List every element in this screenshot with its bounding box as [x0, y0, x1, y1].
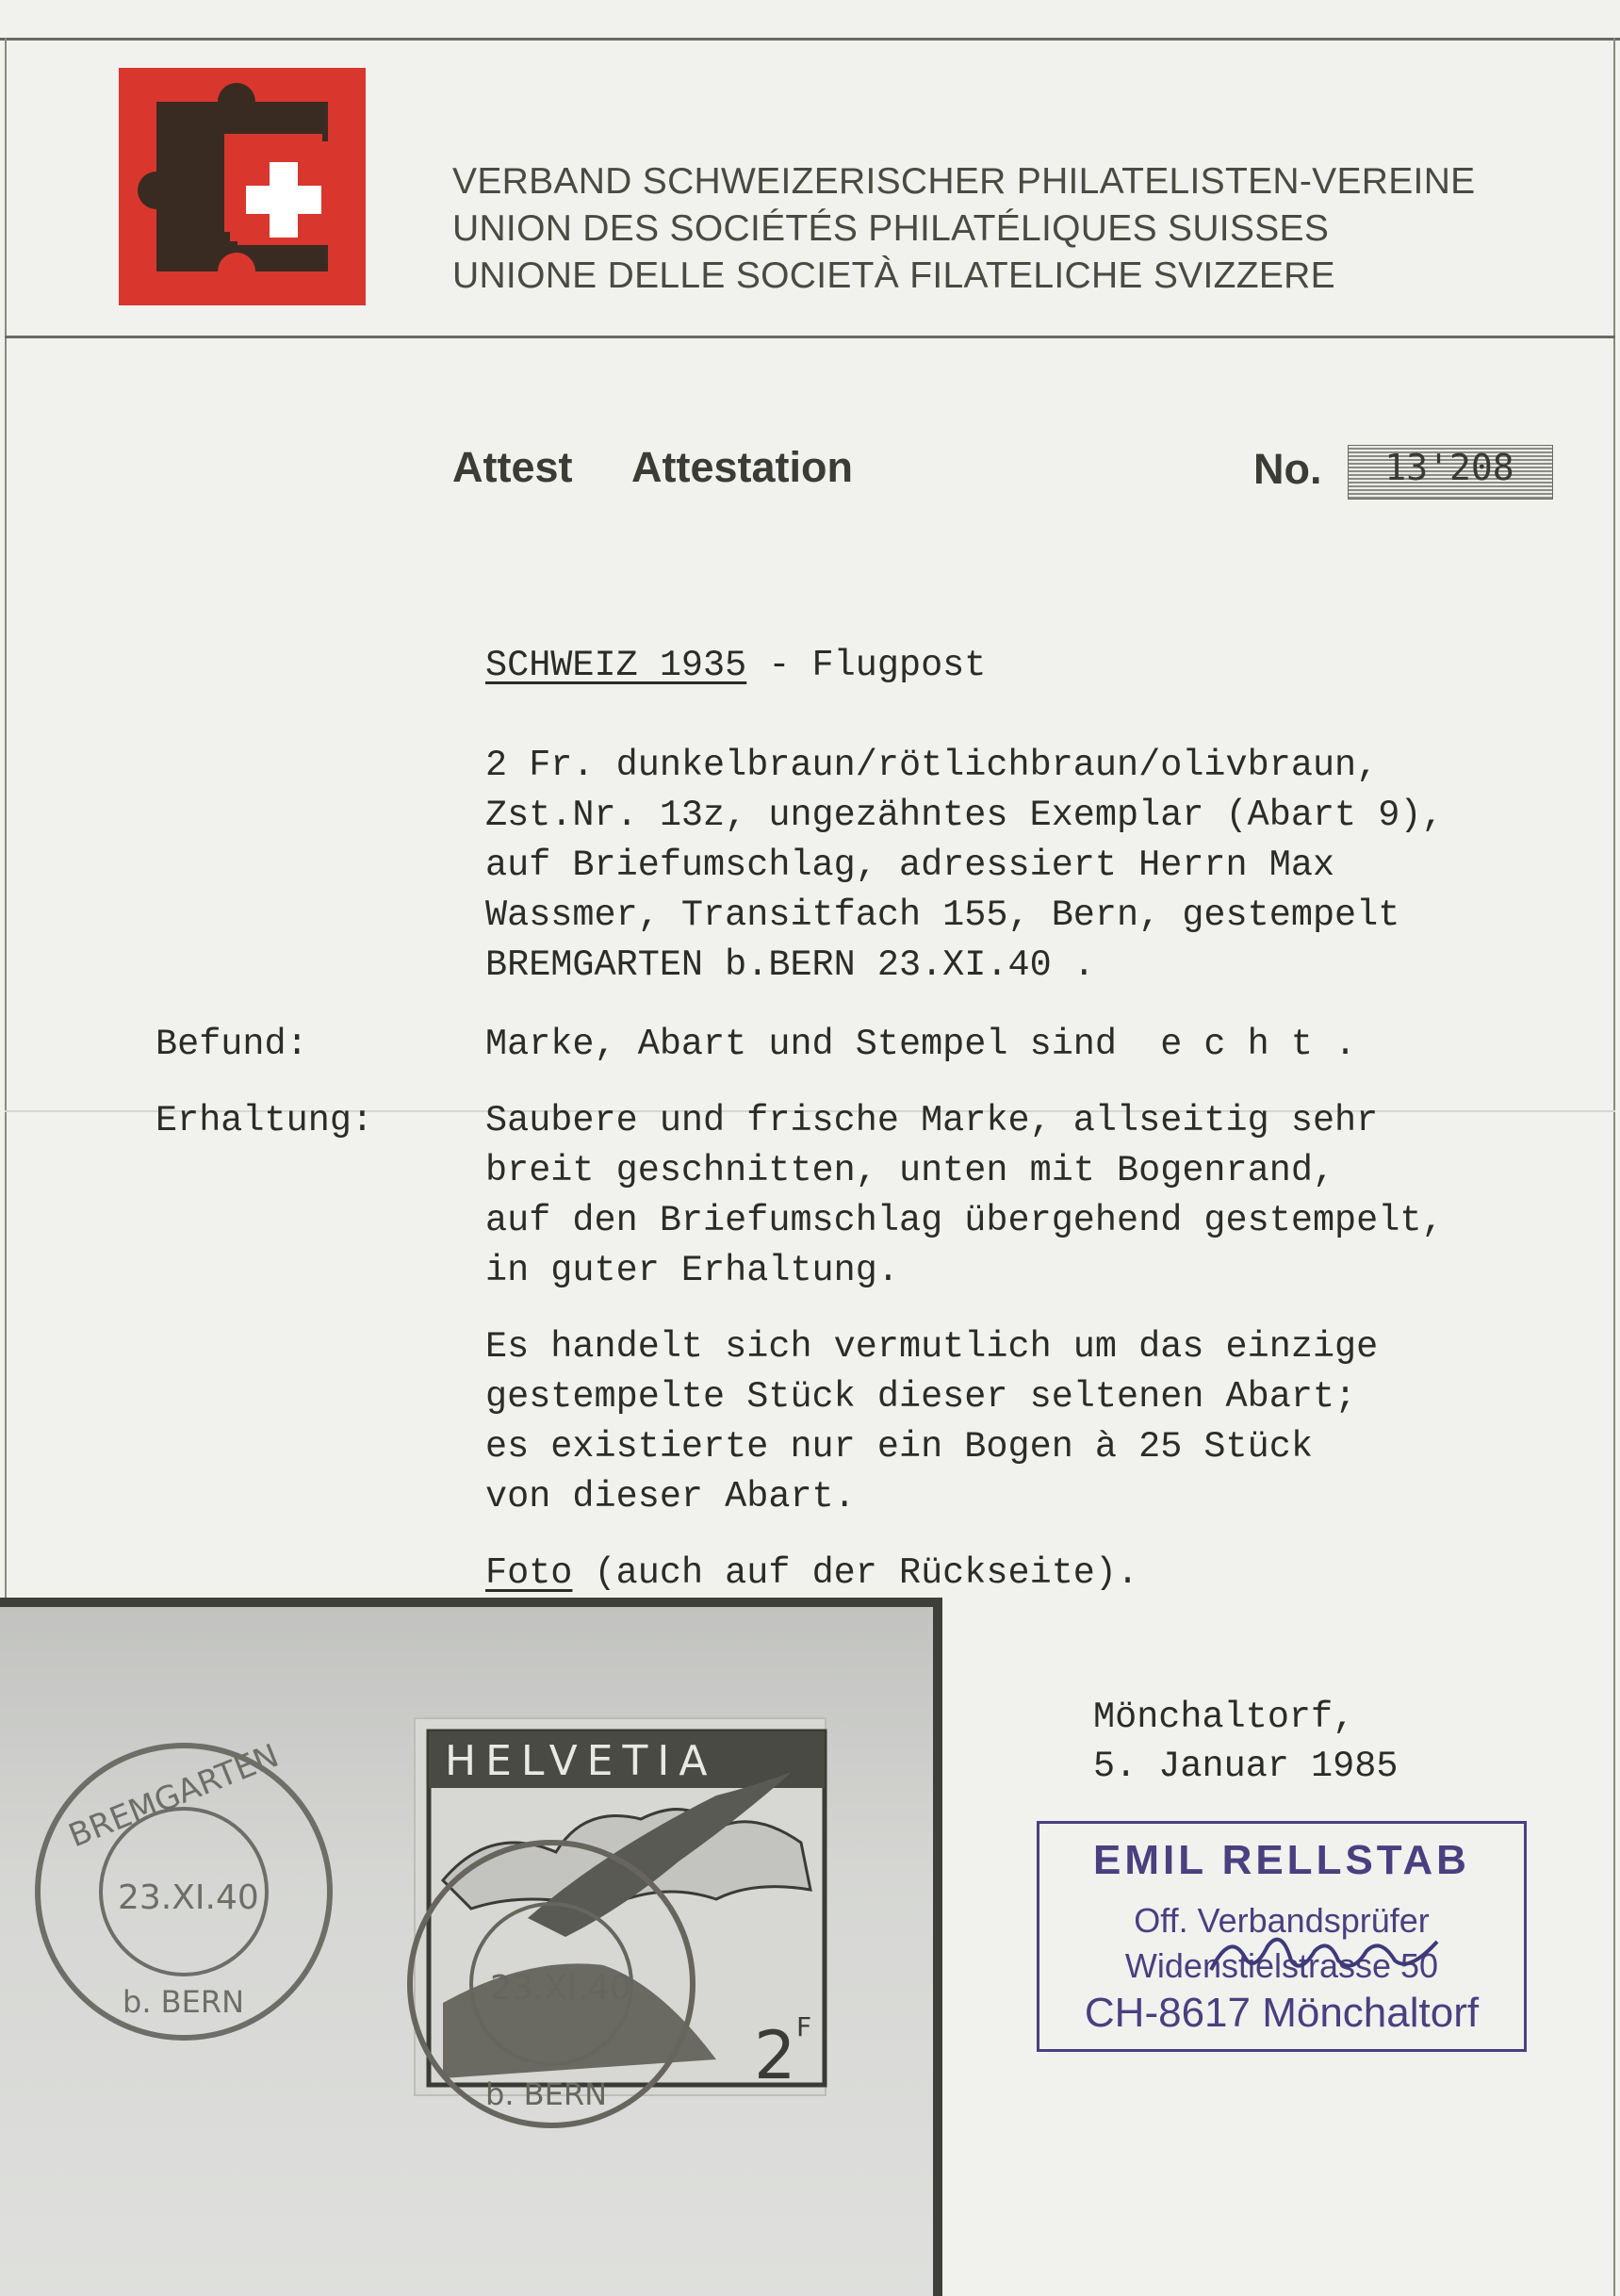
title-attestation: Attestation: [631, 443, 853, 491]
note-line: von dieser Abart.: [485, 1476, 856, 1517]
foto-line: [485, 1549, 1138, 1599]
postmark-right-region: b. BERN: [485, 2076, 607, 2112]
erhaltung-line: breit geschnitten, unten mit Bogenrand,: [485, 1150, 1335, 1191]
postmark-left-region: b. BERN: [123, 1984, 244, 2020]
description-line: 2 Fr. dunkelbraun/rötlichbraun/olivbraun,: [485, 745, 1379, 786]
swiss-cross-stamp-logo-icon: [119, 68, 366, 305]
expert-title: Off. Verbandsprüfer: [1134, 1901, 1430, 1940]
header-divider: [5, 336, 1615, 338]
befund-label: Befund:: [155, 1024, 308, 1065]
erhaltung-line: Saubere und frische Marke, allseitig sehr: [485, 1100, 1379, 1141]
postmark-left: [38, 1737, 330, 2038]
note-line: Es handelt sich vermutlich um das einzige: [485, 1326, 1379, 1368]
stamp-value-unit: F: [796, 2011, 812, 2042]
befund-text: Marke, Abart und Stempel sind e c h t .: [485, 1024, 1357, 1065]
expert-street: Widenstielstrasse 50: [1124, 1946, 1439, 1985]
certificate-number: 13'208: [1384, 447, 1514, 488]
envelope-photo-graphic: [0, 1607, 933, 2296]
description-line: Zst.Nr. 13z, ungezähntes Exemplar (Abart 9),: [485, 795, 1444, 836]
certificate-number-label: No.: [1253, 445, 1322, 493]
expert-city: CH-8617 Mönchaltorf: [1084, 1990, 1480, 2036]
description-line: Wassmer, Transitfach 155, Bern, gestempelt: [485, 894, 1400, 936]
postmark-left-town: BREMGARTEN: [63, 1736, 285, 1856]
title-attest: Attest: [452, 443, 573, 491]
organization-names: [452, 158, 1475, 300]
subject-heading-rest: - Flugpost: [746, 645, 987, 686]
subject-heading-underlined: SCHWEIZ 1935: [485, 645, 747, 686]
logo-graphic: [119, 68, 366, 305]
description-line: BREMGARTEN b.BERN 23.XI.40 .: [485, 944, 1095, 986]
org-name-french: UNION DES SOCIÉTÉS PHILATÉLIQUES SUISSES: [452, 208, 1330, 249]
postmark-left-date: 23.XI.40: [118, 1878, 259, 1917]
top-border-line: [0, 38, 1620, 41]
right-border-line: [1613, 38, 1615, 2296]
postmark-right-date: 23.XI.40: [490, 1969, 631, 2008]
stamp-value: 2: [754, 2017, 796, 2094]
org-name-italian: UNIONE DELLE SOCIETÀ FILATELICHE SVIZZERE: [452, 255, 1335, 296]
stamp-country-text: HELVETIA: [445, 1737, 717, 1785]
expert-name: EMIL RELLSTAB: [1093, 1837, 1470, 1883]
envelope-photo: [0, 1598, 942, 2296]
erhaltung-label: Erhaltung:: [155, 1100, 374, 1141]
foto-underlined: Foto: [485, 1552, 573, 1594]
description-line: auf Briefumschlag, adressiert Herrn Max: [485, 845, 1335, 886]
org-name-german: VERBAND SCHWEIZERISCHER PHILATELISTEN-VEREINE: [452, 161, 1476, 202]
subject-heading: [485, 641, 986, 691]
foto-rest: (auch auf der Rückseite).: [572, 1552, 1139, 1594]
note-line: gestempelte Stück dieser seltenen Abart;: [485, 1376, 1357, 1418]
signoff-date: 5. Januar 1985: [1093, 1746, 1399, 1787]
erhaltung-line: auf den Briefumschlag übergehend gestempelt,: [485, 1200, 1444, 1241]
signoff-place: Mönchaltorf,: [1093, 1697, 1355, 1738]
erhaltung-line: in guter Erhaltung.: [485, 1250, 899, 1291]
handwritten-signature: [1202, 1918, 1447, 1984]
note-line: es existierte nur ein Bogen à 25 Stück: [485, 1426, 1313, 1468]
